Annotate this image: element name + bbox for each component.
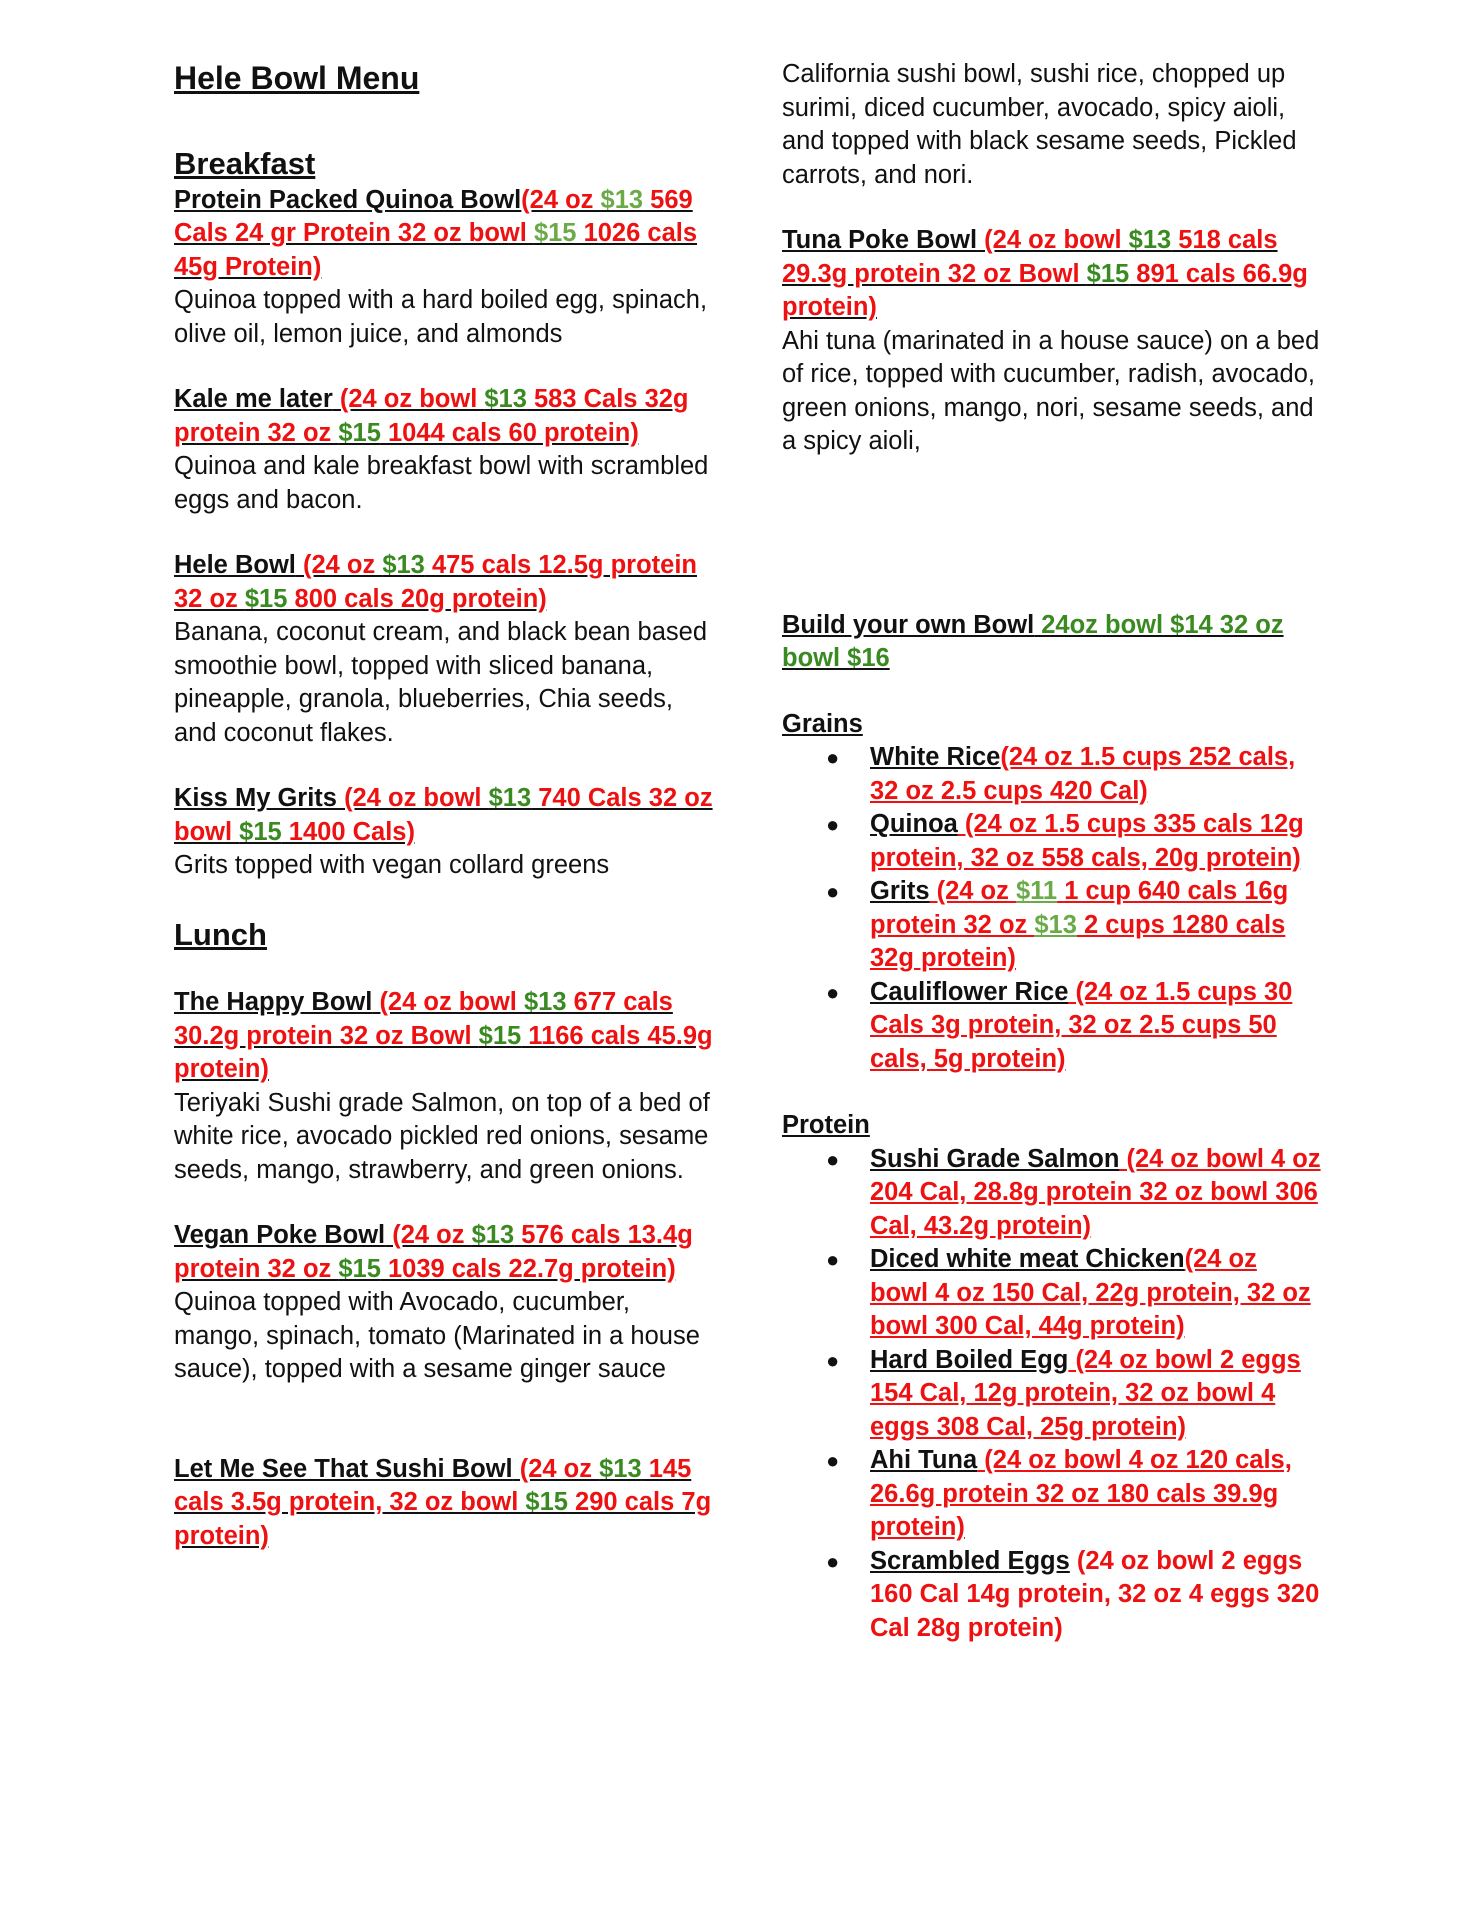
- item-info: (24 oz: [521, 185, 601, 214]
- item-info: 475 cals 12.5g protein 32 oz: [174, 551, 697, 613]
- menu-item-header: [174, 1219, 714, 1286]
- menu-item: [782, 224, 1322, 459]
- item-price: $15: [239, 817, 282, 846]
- item-description: Quinoa and kale breakfast bowl with scrambled eggs and bacon.: [174, 452, 709, 514]
- bullet-icon: ●: [826, 1548, 840, 1574]
- option-name: Hard Boiled Egg: [870, 1345, 1069, 1374]
- item-description: Ahi tuna (marinated in a house sauce) on a bed of rice, topped with cucumber, radish, avocado, green onions, mango, nori, sesame seeds, and a spicy aioli,: [782, 326, 1320, 455]
- item-price: $13: [599, 1454, 642, 1483]
- item-info: 891 cals 66.9g protein): [782, 259, 1308, 321]
- item-info: (24 oz: [512, 1454, 600, 1483]
- list-item: [826, 1545, 1322, 1646]
- list-item: [826, 741, 1322, 808]
- menu-item-header: [174, 184, 714, 285]
- item-name: Hele Bowl: [174, 551, 296, 580]
- menu-item: [174, 383, 714, 517]
- item-description: Teriyaki Sushi grade Salmon, on top of a bed of white rice, avocado pickled red onions, sesame seeds, mango, strawberry, and green onions.: [174, 1088, 710, 1184]
- item-info: (24 oz: [295, 551, 383, 580]
- item-description: California sushi bowl, sushi rice, chopped up surimi, diced cucumber, avocado, spicy aioli, and topped with black sesame seeds, Pickled carrots, and nori.: [782, 60, 1297, 189]
- option-info: (24 oz 1.5 cups 252 cals, 32 oz 2.5 cups 420 Cal): [870, 743, 1296, 805]
- option-name: Cauliflower Rice: [870, 977, 1069, 1006]
- item-description: Grits topped with vegan collard greens: [174, 851, 610, 880]
- option-info: (24 oz 1.5 cups 335 cals 12g protein, 32 oz 558 cals, 20g protein): [870, 810, 1304, 872]
- option-name: Scrambled Eggs: [870, 1546, 1070, 1575]
- option-info: (24 oz bowl 4 oz 150 Cal, 22g protein, 32 oz bowl 300 Cal, 44g protein): [870, 1245, 1311, 1340]
- item-name: The Happy Bowl: [174, 988, 373, 1017]
- item-name: Kale me later: [174, 385, 333, 414]
- build-title: Build your own Bowl: [782, 610, 1035, 639]
- grains-list: [782, 741, 1322, 1076]
- menu-item: [174, 184, 714, 352]
- option-name: Ahi Tuna: [870, 1446, 978, 1474]
- item-info: (24 oz bowl: [372, 988, 524, 1017]
- item-price: $15: [478, 1021, 522, 1050]
- build-your-own: [782, 609, 1322, 676]
- option-info: (24 oz 1.5 cups 30 Cals 3g protein, 32 oz 2.5 cups 50 cals, 5g protein): [870, 977, 1293, 1073]
- option-name: Sushi Grade Salmon: [870, 1144, 1120, 1173]
- bullet-icon: ●: [826, 812, 840, 837]
- menu-item: [174, 549, 714, 750]
- item-info: 1039 cals 22.7g protein): [380, 1254, 676, 1283]
- breakfast-heading: Breakfast: [174, 145, 316, 181]
- item-price: $13: [484, 385, 527, 414]
- bullet-icon: ●: [826, 879, 840, 904]
- item-info: (24 oz bowl: [332, 385, 485, 414]
- option-name: White Rice: [870, 743, 1001, 771]
- menu-item-header: [782, 224, 1322, 325]
- list-item: [826, 1344, 1322, 1445]
- item-name: Let Me See That Sushi Bowl: [174, 1454, 513, 1483]
- item-price: $13: [1128, 226, 1172, 254]
- item-info: (24 oz: [385, 1221, 472, 1250]
- item-name: Kiss My Grits: [174, 784, 337, 813]
- bullet-icon: ●: [826, 979, 840, 1005]
- page-title: Hele Bowl Menu: [174, 60, 420, 96]
- item-price: $15: [244, 584, 288, 613]
- menu-item: [174, 986, 714, 1187]
- item-name: Tuna Poke Bowl: [782, 226, 978, 254]
- item-info: 1026 cals 45g Protein): [174, 219, 698, 281]
- menu-item-continued: [782, 58, 1322, 192]
- item-price: $13: [600, 185, 644, 214]
- menu-item: [174, 1453, 714, 1554]
- item-info: 740 Cals 32 oz bowl: [174, 784, 713, 846]
- protein-list: [782, 1143, 1322, 1646]
- item-info: 677 cals 30.2g protein 32 oz Bowl: [174, 988, 673, 1050]
- item-description: Quinoa topped with a hard boiled egg, spinach, olive oil, lemon juice, and almonds: [174, 286, 708, 348]
- right-column: [782, 58, 1322, 1678]
- list-item: [826, 976, 1322, 1077]
- build-pricing: 24oz bowl $14 32 oz bowl $16: [782, 610, 1284, 672]
- menu-item-header: [174, 549, 714, 616]
- grains-heading: Grains: [782, 709, 863, 738]
- item-info: 145 cals 3.5g protein, 32 oz bowl: [174, 1454, 692, 1517]
- item-info: 1044 cals 60 protein): [380, 418, 639, 447]
- item-price: $15: [533, 219, 577, 248]
- item-info: 290 cals 7g protein): [174, 1488, 712, 1550]
- menu-item-header: [174, 986, 714, 1087]
- bullet-icon: ●: [826, 1146, 840, 1172]
- option-info: 1 cup 640 cals 16g protein 32 oz: [870, 877, 1289, 939]
- bullet-icon: ●: [826, 745, 840, 770]
- bullet-icon: ●: [826, 1448, 840, 1473]
- option-info: (24 oz bowl 4 oz 120 cals, 26.6g protein 32 oz 180 cals 39.9g protein): [870, 1446, 1292, 1541]
- list-item: [826, 808, 1322, 875]
- bullet-icon: ●: [826, 1347, 840, 1373]
- item-name: Protein Packed Quinoa Bowl: [174, 185, 522, 214]
- item-info: 569 Cals 24 gr Protein 32 oz bowl: [174, 185, 693, 248]
- list-item: [826, 1243, 1322, 1344]
- option-name: Grits: [870, 877, 930, 905]
- item-info: (24 oz bowl: [336, 784, 489, 813]
- list-item: [826, 875, 1322, 976]
- item-info: 583 Cals 32g protein 32 oz: [174, 385, 689, 447]
- item-info: 800 cals 20g protein): [287, 584, 547, 613]
- protein-heading: Protein: [782, 1111, 870, 1139]
- option-price: $11: [1015, 877, 1058, 905]
- item-price: $13: [523, 988, 567, 1017]
- left-column: [174, 58, 714, 1585]
- item-price: $15: [338, 418, 381, 447]
- menu-item-header: [174, 383, 714, 450]
- menu-item: [174, 782, 714, 883]
- item-price: $15: [1086, 259, 1130, 288]
- option-info: (24 oz: [929, 877, 1016, 905]
- lunch-heading: Lunch: [174, 916, 267, 952]
- list-item: [826, 1444, 1322, 1545]
- item-info: 518 cals 29.3g protein 32 oz Bowl: [782, 226, 1278, 288]
- item-price: $15: [338, 1254, 381, 1283]
- build-header: [782, 609, 1322, 676]
- item-price: $15: [525, 1488, 568, 1517]
- item-description: Quinoa topped with Avocado, cucumber, mango, spinach, tomato (Marinated in a house sauce), topped with a sesame ginger sauce: [174, 1288, 700, 1384]
- option-info: 2 cups 1280 cals 32g protein): [870, 910, 1286, 972]
- bullet-icon: ●: [826, 1247, 840, 1272]
- item-info: (24 oz bowl: [977, 226, 1129, 254]
- menu-item: [174, 1219, 714, 1387]
- item-description: Banana, coconut cream, and black bean based smoothie bowl, topped with sliced banana, pineapple, granola, blueberries, Chia seeds, and coconut flakes.: [174, 618, 708, 747]
- item-price: $13: [471, 1221, 515, 1250]
- item-info: 576 cals 13.4g protein 32 oz: [174, 1221, 693, 1283]
- item-info: 1166 cals 45.9g protein): [174, 1021, 713, 1084]
- option-info: (24 oz bowl 2 eggs 154 Cal, 12g protein, 32 oz bowl 4 eggs 308 Cal, 25g protein): [870, 1345, 1301, 1441]
- option-info: (24 oz bowl 2 eggs 160 Cal 14g protein, 32 oz 4 eggs 320 Cal 28g protein): [870, 1546, 1320, 1642]
- item-price: $13: [382, 551, 425, 580]
- option-price: $13: [1034, 910, 1077, 939]
- option-info: (24 oz bowl 4 oz 204 Cal, 28.8g protein 32 oz bowl 306 Cal, 43.2g protein): [870, 1144, 1321, 1240]
- item-info: 1400 Cals): [281, 817, 415, 846]
- option-name: Quinoa: [870, 810, 958, 838]
- item-name: Vegan Poke Bowl: [174, 1221, 386, 1250]
- menu-item-header: [174, 782, 714, 849]
- option-name: Diced white meat Chicken: [870, 1245, 1185, 1273]
- list-item: [826, 1143, 1322, 1244]
- item-price: $13: [488, 784, 532, 813]
- menu-item-header: [174, 1453, 714, 1554]
